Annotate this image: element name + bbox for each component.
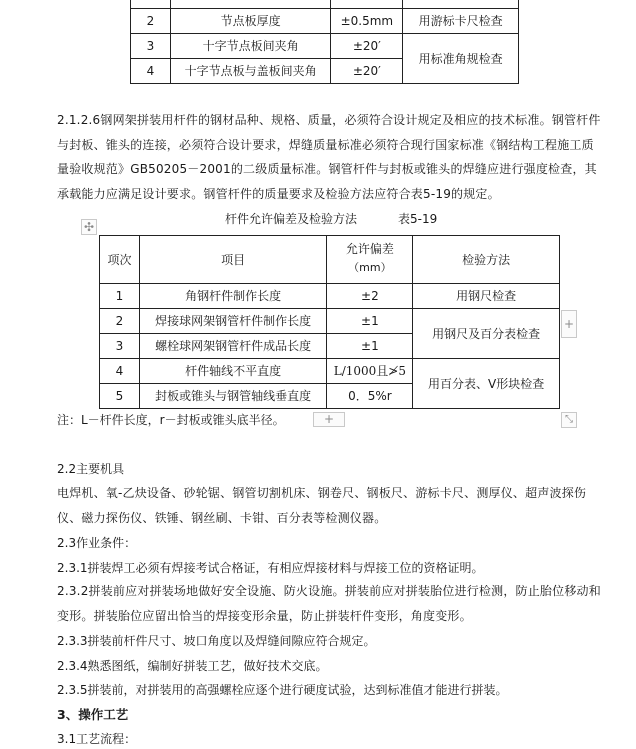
section-2-2-title: 2.2主要机具	[57, 462, 125, 476]
table-cell-no: 3	[100, 334, 140, 359]
add-row-button[interactable]: +	[313, 412, 345, 427]
table-row	[100, 309, 560, 334]
table-cell-method: 用钢尺及百分表检查	[413, 309, 560, 359]
table-header-row	[100, 236, 560, 284]
table-cell-tol: ±20′	[331, 34, 403, 59]
table-row	[131, 0, 519, 9]
table-cell-item: 角钢杆件制作长度	[139, 284, 327, 309]
section-3-title: 3、操作工艺	[57, 707, 129, 722]
table-cell-method: 用标准角规检查	[403, 34, 519, 84]
table-cell	[403, 0, 519, 9]
section-2-3-4: 2.3.4熟悉图纸，编制好拼装工艺，做好技术交底。	[57, 659, 328, 673]
header-tolerance	[327, 236, 413, 284]
section-3-1-title: 3.1工艺流程：	[57, 732, 137, 746]
table-resize-handle-icon[interactable]: ⤡	[561, 412, 577, 428]
table-cell-no: 3	[131, 34, 171, 59]
section-2-2-body: 电焊机、氧-乙炔设备、砂轮锯、钢管切割机床、钢卷尺、钢板尺、游标卡尺、测厚仪、超声波探伤仪、磁力探伤仪、铁锤、钢丝刷、卡钳、百分表等检测仪器。	[57, 486, 587, 525]
header-tolerance-line1: 允许偏差	[345, 241, 394, 256]
table-cell-no: 4	[131, 59, 171, 84]
table-row	[131, 9, 519, 34]
table-row	[131, 34, 519, 59]
table-cell-item: 杆件轴线不平直度	[139, 359, 327, 384]
table-cell-item: 节点板厚度	[170, 9, 331, 34]
table-cell-tol: ±2	[327, 284, 413, 309]
table-cell	[331, 0, 403, 9]
table-cell	[170, 0, 331, 9]
table-cell-item: 焊接球网架钢管杆件制作长度	[139, 309, 327, 334]
table-title: 杆件允许偏差及检验方法	[225, 212, 358, 226]
table-row	[100, 359, 560, 384]
section-2-3-1: 2.3.1拼装焊工必须有焊接考试合格证，有相应焊接材料与焊接工位的资格证明。	[57, 561, 484, 575]
table-cell-tol: L/1000且≯5	[327, 359, 413, 384]
table-cell-method: 用钢尺检查	[413, 284, 560, 309]
section-2-3-5: 2.3.5拼装前，对拼装用的高强螺栓应逐个进行硬度试验，达到标准值才能进行拼装。	[57, 683, 508, 697]
section-2-3-3: 2.3.3拼装前杆件尺寸、坡口角度以及焊缝间隙应符合规定。	[57, 634, 376, 648]
table-cell-tol: ±20′	[331, 59, 403, 84]
header-method: 检验方法	[413, 236, 560, 284]
table-cell-no: 1	[100, 284, 140, 309]
table-cell-method: 用百分表、V形块检查	[413, 359, 560, 409]
header-item: 项目	[139, 236, 327, 284]
section-2-3-title: 2.3作业条件：	[57, 536, 137, 550]
table-cell-no: 2	[131, 9, 171, 34]
section-2-3-2: 2.3.2拼装前应对拼装场地做好安全设施、防火设施。拼装前应对拼装胎位进行检测，防止胎位移动和变形。拼装胎位应留出恰当的焊接变形余量，防止拼装杆件变形，角度变形。	[57, 584, 601, 623]
add-column-button[interactable]: +	[561, 310, 577, 338]
header-tolerance-line2: （mm）	[348, 260, 392, 274]
table-cell-item: 十字节点板与盖板间夹角	[170, 59, 331, 84]
table-cell-tol: ±1	[327, 309, 413, 334]
table-number: 表5-19	[398, 212, 438, 226]
table-cell-method: 用游标卡尺检查	[403, 9, 519, 34]
table-move-handle-icon[interactable]: ✣	[81, 219, 97, 235]
table-5-19	[99, 235, 560, 409]
table-cell-no: 4	[100, 359, 140, 384]
table-cell-item: 封板或锥头与钢管轴线垂直度	[139, 384, 327, 409]
table-cell-item: 十字节点板间夹角	[170, 34, 331, 59]
table-cell-tol: ±1	[327, 334, 413, 359]
table-note: 注：L－杆件长度，r－封板或锥头底半径。	[57, 413, 285, 427]
table-row	[100, 284, 560, 309]
table-cell-no: 2	[100, 309, 140, 334]
table-cell-item: 螺栓球网架钢管杆件成品长度	[139, 334, 327, 359]
table-cell-tol: ±0.5mm	[331, 9, 403, 34]
table-cell-no: 5	[100, 384, 140, 409]
header-no: 项次	[100, 236, 140, 284]
table-cell-tol: 0．5%r	[327, 384, 413, 409]
paragraph-2-1-2-6: 2.1.2.6钢网架拼装用杆件的钢材品种、规格、质量，必须符合设计规定及相应的技术标准。钢管杆件与封板、锥头的连接，必须符合设计要求，焊缝质量标准必须符合现行国家标准《钢结构工程施工质量验收规范》GB50205－2001的二级质量标准。钢管杆件与封板或锥头的焊缝应进行强度检查，其承载能力应满足设计要求。钢管杆件的质量要求及检验方法应符合表5-19的规定。	[57, 113, 601, 201]
top-table	[130, 0, 519, 84]
table-cell	[131, 0, 171, 9]
